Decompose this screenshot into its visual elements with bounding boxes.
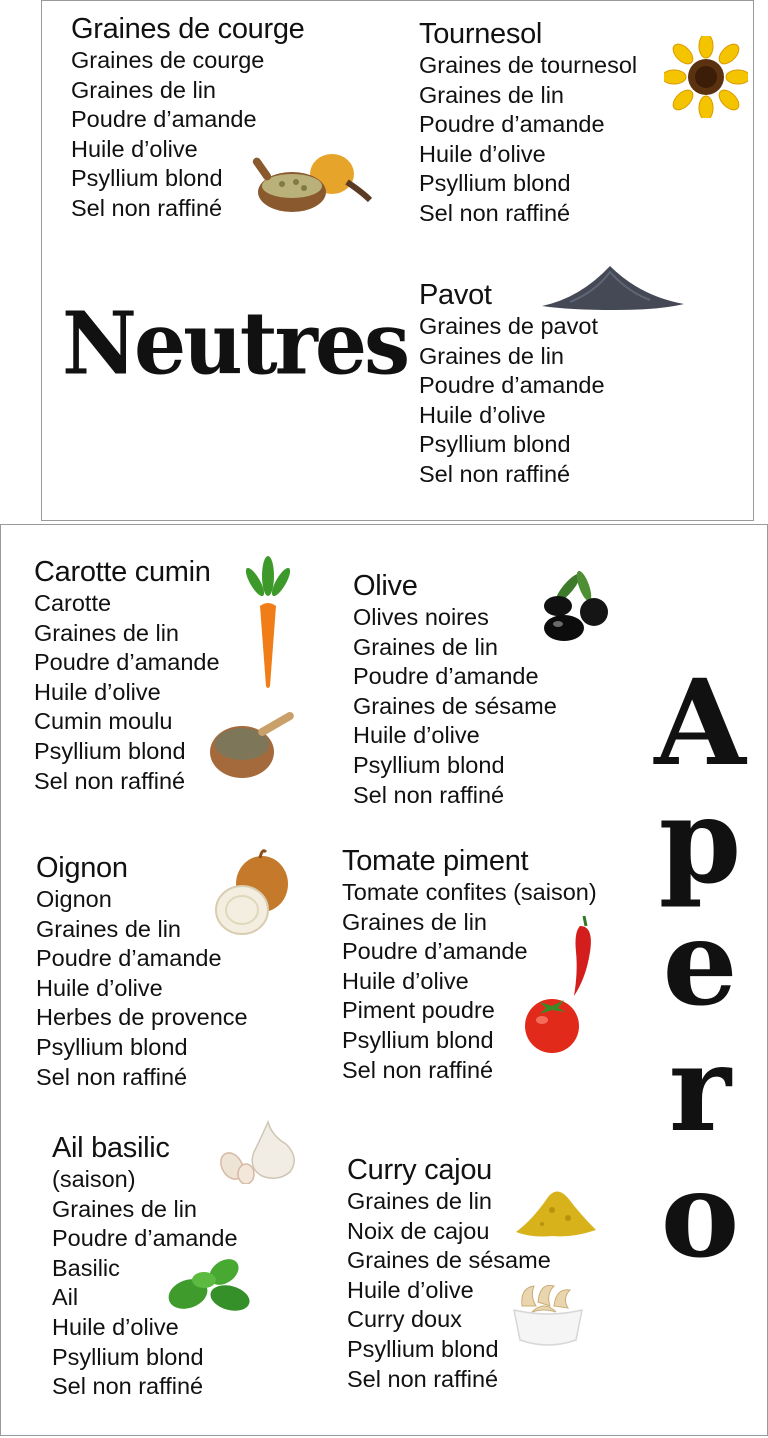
ingredient: Graines de lin — [342, 908, 487, 935]
olives-icon — [538, 568, 612, 646]
ingredient: Graines de lin — [34, 619, 179, 646]
ingredient: Oignon — [36, 886, 112, 912]
tomato-icon — [520, 988, 586, 1054]
pumpkin-seeds-icon — [252, 142, 380, 218]
ingredient: Huile d’olive — [71, 135, 198, 162]
ingredient: Sel non raffiné — [342, 1056, 494, 1083]
recipe-tournesol — [419, 17, 637, 229]
ingredient: Huile d’olive — [347, 1276, 474, 1303]
ingredient: Poudre d’amande — [36, 945, 222, 972]
ingredient: Sel non raffiné — [353, 781, 505, 808]
ingredient: Noix de cajou — [347, 1217, 490, 1244]
ingredient: Psyllium blond — [342, 1026, 494, 1053]
ingredient: Sel non raffiné — [34, 767, 186, 794]
ingredient: Psyllium blond — [36, 1033, 188, 1060]
ingredient: Sel non raffiné — [419, 199, 571, 226]
ingredient: Huile d’olive — [34, 678, 161, 705]
onion-icon — [212, 848, 294, 940]
apero-letter: e — [662, 893, 738, 1032]
ingredient: Psyllium blond — [71, 165, 223, 192]
ingredient: Psyllium blond — [347, 1335, 499, 1362]
recipe-title: Tomate piment — [342, 845, 529, 877]
ingredient: Poudre d’amande — [71, 106, 257, 133]
ingredient: Graines de pavot — [419, 313, 598, 339]
basil-icon — [164, 1252, 256, 1316]
ingredient: Curry doux — [347, 1306, 462, 1333]
recipe-title: Carotte cumin — [34, 556, 211, 588]
ingredient: Graines de lin — [353, 633, 498, 660]
ingredient: Psyllium blond — [34, 737, 186, 764]
ingredient: Piment poudre — [342, 997, 495, 1024]
ingredient: Graines de lin — [36, 915, 181, 942]
ingredient: Herbes de provence — [36, 1004, 248, 1031]
ingredient: Graines de lin — [52, 1195, 197, 1222]
ingredient: Graines de sésame — [353, 692, 557, 719]
garlic-icon — [210, 1118, 302, 1184]
ingredient: Sel non raffiné — [71, 194, 223, 221]
ingredient: Sel non raffiné — [347, 1365, 499, 1392]
ingredient: Psyllium blond — [52, 1343, 204, 1370]
poppy-seeds-icon — [540, 258, 686, 310]
apero-letter: o — [660, 1145, 740, 1284]
ingredient: Sel non raffiné — [419, 460, 571, 487]
cashew-bowl-icon — [510, 1276, 586, 1350]
ingredient: Poudre d’amande — [353, 663, 539, 690]
recipe-carotte-cumin — [34, 555, 220, 796]
ingredient: Ail — [52, 1284, 79, 1311]
apero-letter: p — [658, 771, 742, 910]
recipe-title: Ail basilic — [52, 1132, 170, 1164]
ingredient: Huile d’olive — [36, 974, 163, 1001]
ingredient: Graines de lin — [419, 81, 564, 108]
ingredient: Huile d’olive — [342, 967, 469, 994]
ingredient: Poudre d’amande — [34, 649, 220, 676]
ingredient: Huile d’olive — [52, 1313, 179, 1340]
ingredient: Sel non raffiné — [36, 1063, 188, 1090]
ingredient: Psyllium blond — [419, 170, 571, 197]
ingredient: Cumin moulu — [34, 708, 173, 735]
ingredient: Poudre d’amande — [52, 1225, 238, 1252]
ingredient: Graines de lin — [419, 342, 564, 369]
apero-letter: A — [654, 653, 746, 792]
ingredient: (saison) — [52, 1166, 136, 1192]
ingredient: Tomate confites (saison) — [342, 879, 597, 905]
recipe-title: Olive — [353, 570, 418, 602]
ingredient: Graines de tournesol — [419, 52, 638, 78]
ingredient: Sel non raffiné — [52, 1373, 204, 1400]
ingredient: Graines de lin — [71, 76, 216, 103]
ingredient: Huile d’olive — [353, 722, 480, 749]
ingredient: Huile d’olive — [419, 401, 546, 428]
recipe-title: Oignon — [36, 852, 128, 884]
ingredient: Graines de lin — [347, 1188, 492, 1214]
ingredient: Huile d’olive — [419, 140, 546, 167]
ingredient: Poudre d’amande — [419, 111, 605, 138]
ingredient: Poudre d’amande — [342, 938, 528, 965]
curry-powder-icon — [512, 1180, 600, 1240]
recipe-title: Tournesol — [419, 18, 543, 50]
ingredient: Psyllium blond — [353, 751, 505, 778]
recipe-title: Pavot — [419, 279, 492, 311]
ingredient: Graines de courge — [71, 47, 265, 73]
ingredient: Olives noires — [353, 604, 489, 630]
chili-pepper-icon — [568, 912, 598, 998]
ingredient: Carotte — [34, 590, 112, 616]
recipe-title: Graines de courge — [71, 13, 305, 45]
carrot-icon — [240, 554, 296, 690]
sunflower-icon — [664, 36, 748, 118]
ingredient: Psyllium blond — [419, 431, 571, 458]
ingredient: Poudre d’amande — [419, 372, 605, 399]
ingredient: Graines de sésame — [347, 1247, 551, 1274]
recipe-olive — [353, 569, 557, 810]
apero-letter: r — [668, 1019, 732, 1158]
recipe-title: Curry cajou — [347, 1154, 492, 1186]
ingredient: Basilic — [52, 1254, 120, 1281]
neutres-title: Neutres — [62, 293, 408, 395]
cumin-bowl-icon — [206, 708, 302, 780]
